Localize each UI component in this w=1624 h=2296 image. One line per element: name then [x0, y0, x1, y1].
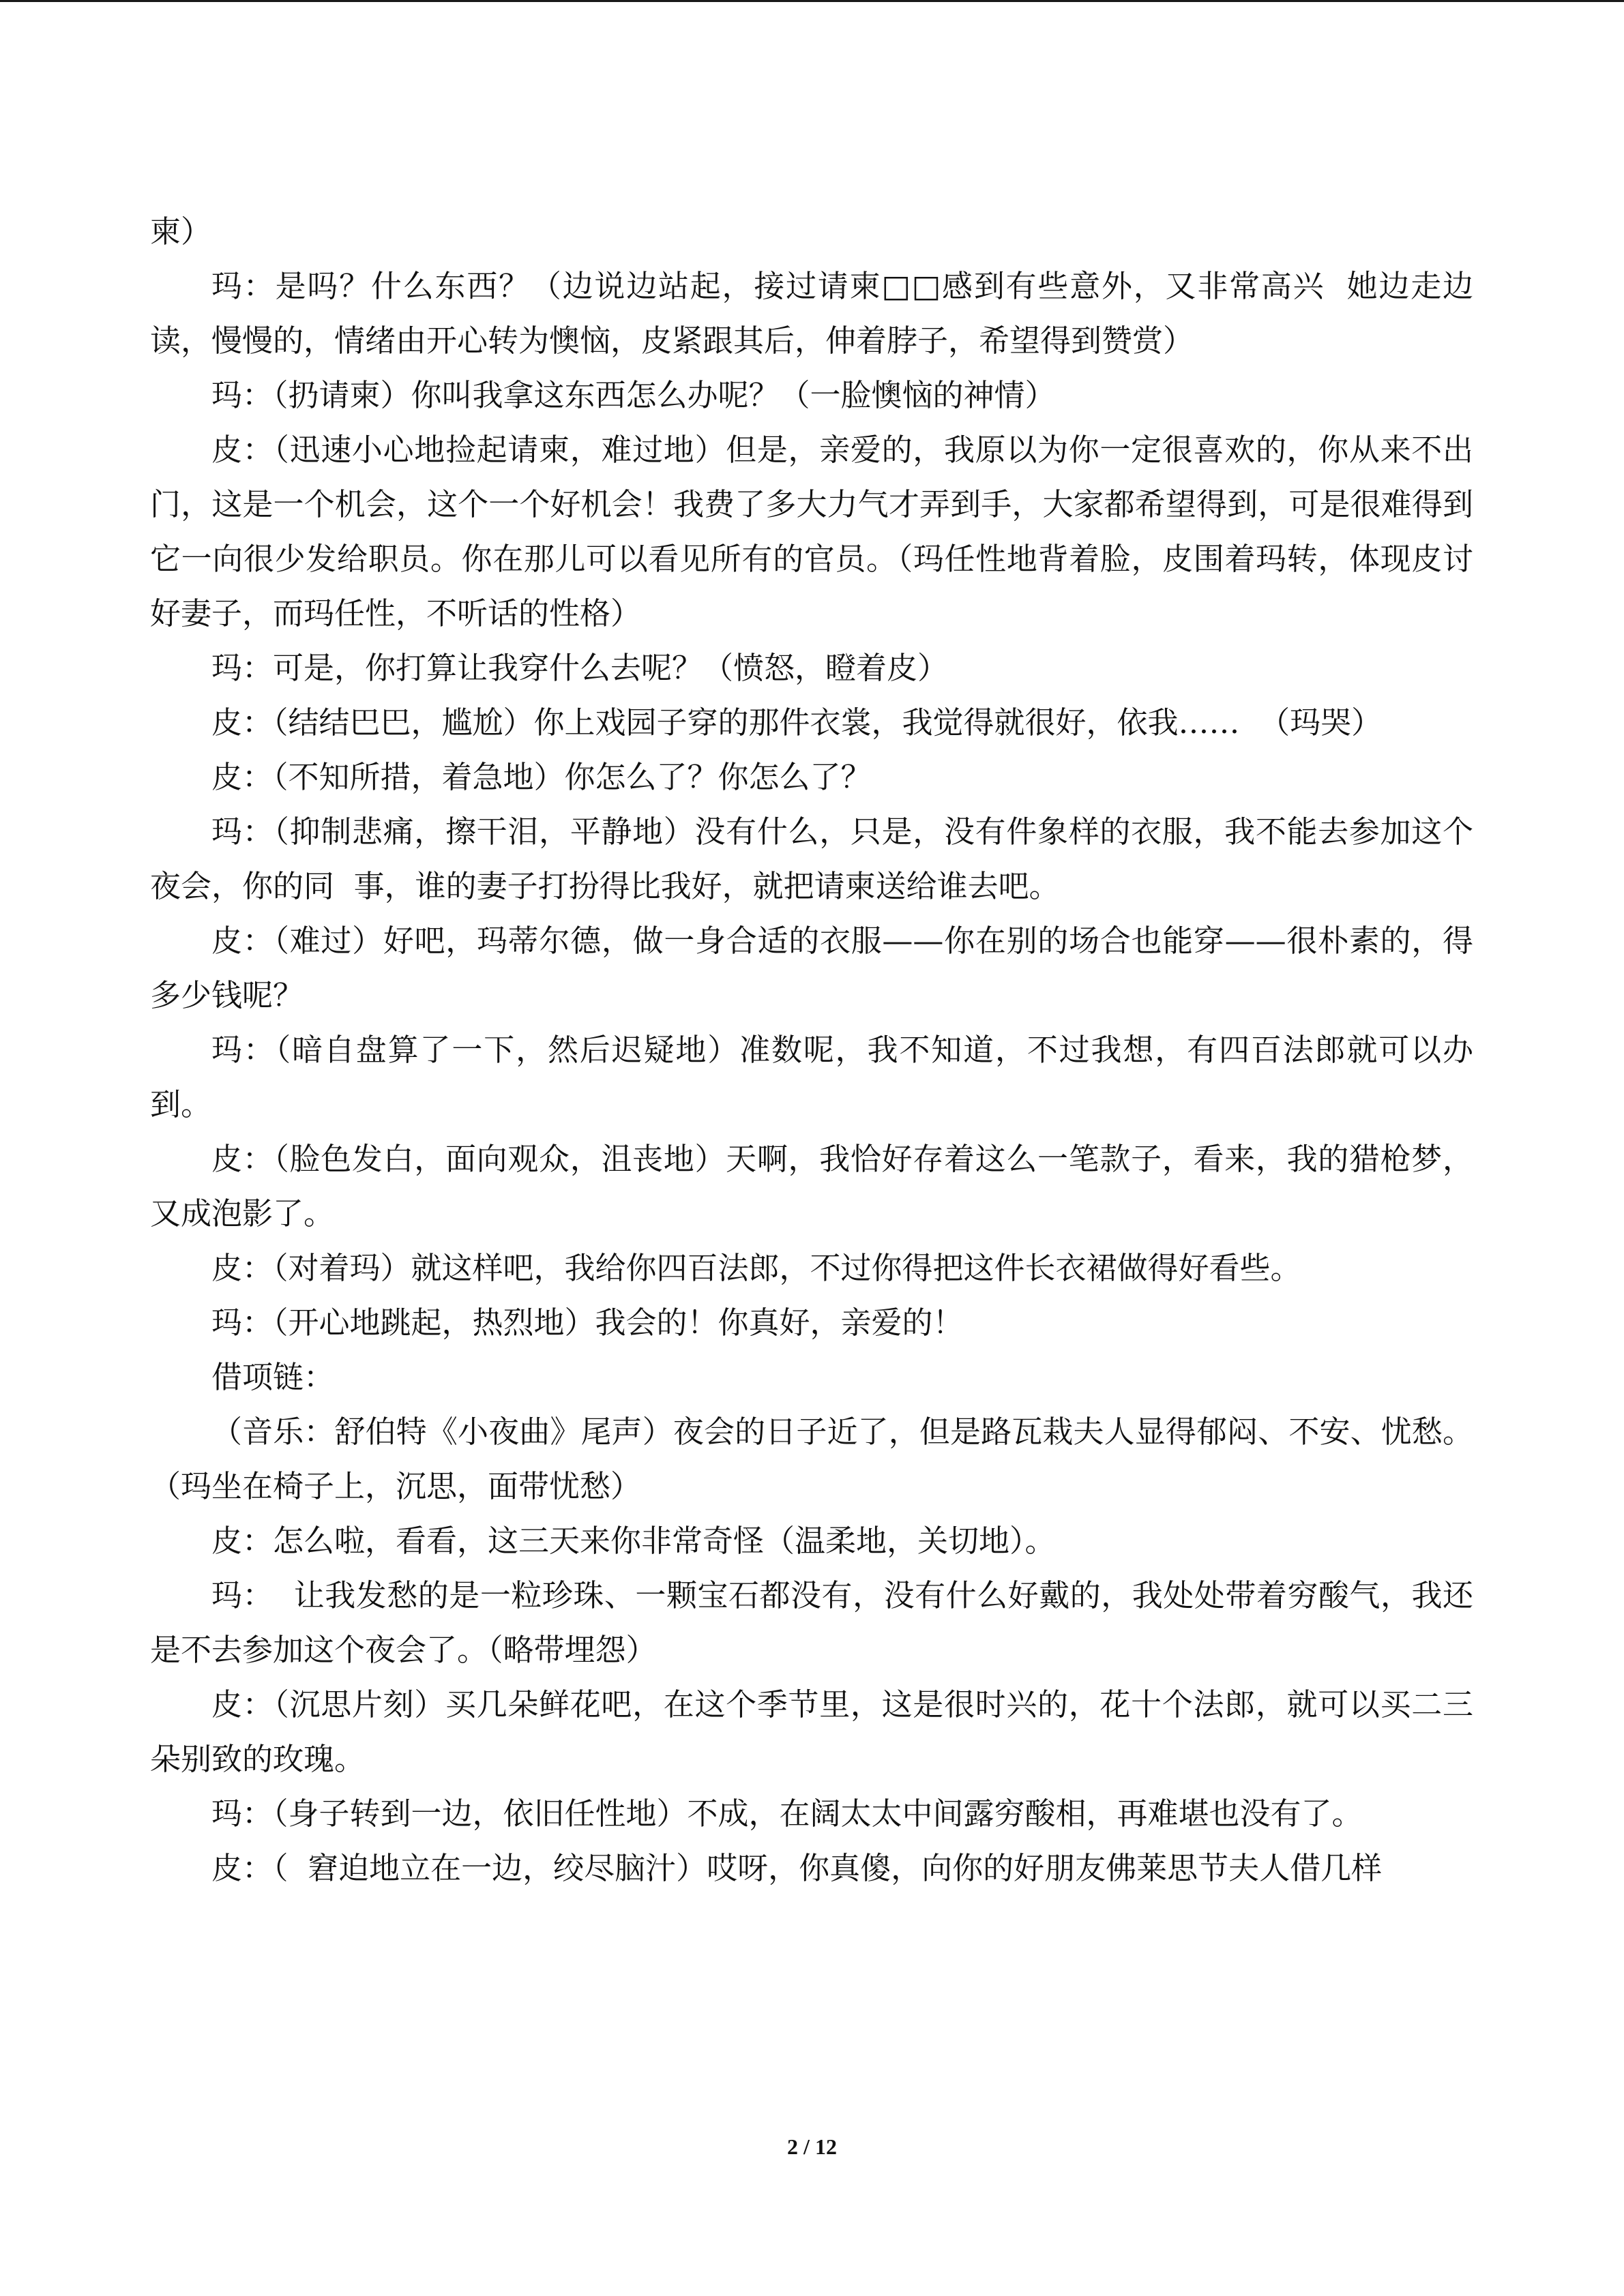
page-number: 2 / 12 — [787, 2134, 837, 2159]
document-body — [150, 205, 1473, 1896]
paragraph: 玛：是吗？什么东西？（边说边站起，接过请柬□□感到有些意外，又非常高兴 她边走边读，慢慢的，情绪由开心转为懊恼，皮紧跟其后，伸着脖子，希望得到赞赏） — [150, 268, 1473, 359]
paragraph: 皮：（沉思片刻）买几朵鲜花吧，在这个季节里，这是很时兴的，花十个法郎，就可以买二三朵别致的玫瑰。 — [150, 1686, 1473, 1777]
paragraph: （音乐：舒伯特《小夜曲》尾声）夜会的日子近了，但是路瓦栽夫人显得郁闷、不安、忧愁。（玛坐在椅子上，沉思，面带忧愁） — [150, 1414, 1473, 1504]
paragraph: 皮：怎么啦，看看，这三天来你非常奇怪（温柔地，关切地）。 — [211, 1523, 1056, 1559]
paragraph: 皮：（难过）好吧，玛蒂尔德，做一身合适的衣服——你在别的场合也能穿——很朴素的，得多少钱呢？ — [150, 923, 1473, 1013]
page-top-edge — [0, 0, 1624, 2]
paragraph: 皮：（结结巴巴，尴尬）你上戏园子穿的那件衣裳，我觉得就很好，依我…… （玛哭） — [211, 704, 1383, 741]
paragraph: 玛：（暗自盘算了一下，然后迟疑地）准数呢，我不知道，不过我想，有四百法郎就可以办到。 — [150, 1032, 1473, 1122]
paragraph: 皮：（脸色发白，面向观众，沮丧地）天啊，我恰好存着这么一笔款子，看来，我的猎枪梦，又成泡影了。 — [150, 1141, 1473, 1232]
paragraph: 借项链： — [211, 1359, 335, 1395]
paragraph: 皮：（对着玛）就这样吧，我给你四百法郎，不过你得把这件长衣裙做得好看些。 — [211, 1250, 1301, 1286]
paragraph: 玛：（抑制悲痛，擦干泪，平静地）没有什么，只是，没有件象样的衣服，我不能去参加这个夜会，你的同 事，谁的妻子打扮得比我好，就把请柬送给谁去吧。 — [150, 814, 1473, 904]
paragraph: 玛：可是，你打算让我穿什么去呢？（愤怒，瞪着皮） — [211, 650, 949, 686]
paragraph: 玛： 让我发愁的是一粒珍珠、一颗宝石都没有，没有什么好戴的，我处处带着穷酸气，我还是不去参加这个夜会了。（略带埋怨） — [150, 1577, 1473, 1668]
paragraph: 玛：（扔请柬）你叫我拿这东西怎么办呢？（一脸懊恼的神情） — [211, 377, 1056, 413]
paragraph: 皮：（不知所措，着急地）你怎么了？你怎么了？ — [211, 759, 872, 795]
paragraph: 玛：（身子转到一边，依旧任性地）不成，在阔太太中间露穷酸相，再难堪也没有了。 — [211, 1795, 1363, 1832]
paragraph: 柬） — [150, 213, 212, 250]
paragraph: 玛：（开心地跳起，热烈地）我会的！你真好，亲爱的！ — [211, 1304, 964, 1341]
paragraph: 皮：（ 窘迫地立在一边，绞尽脑汁）哎呀，你真傻，向你的好朋友佛莱思节夫人借几样 — [211, 1850, 1383, 1886]
paragraph: 皮：（迅速小心地捡起请柬，难过地）但是，亲爱的，我原以为你一定很喜欢的，你从来不出门，这是一个机会，这个一个好机会！我费了多大力气才弄到手，大家都希望得到，可是很难得到它一向很少发给职员。你在那儿可以看见所有的官员。（玛任性地背着脸，皮围着玛转，体现皮讨好妻子，而玛任性，不听话的性格） — [150, 432, 1473, 631]
